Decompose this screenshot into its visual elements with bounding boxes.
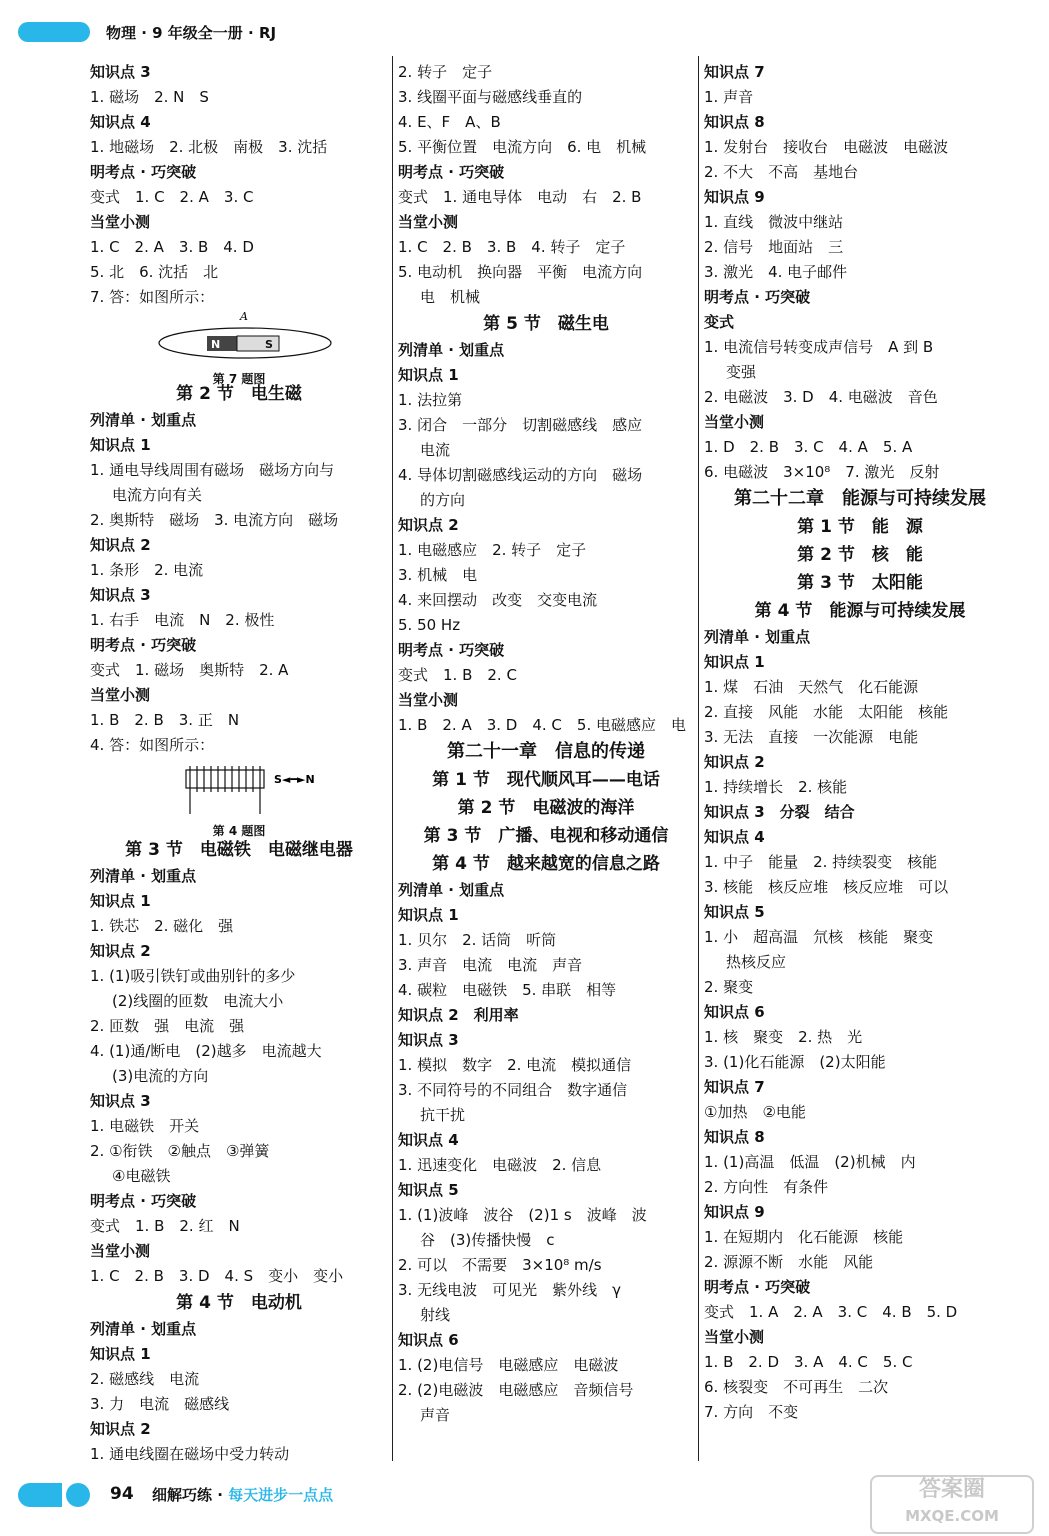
section-title: 第 3 节 电磁铁 电磁继电器 xyxy=(125,840,353,860)
answer-line: 2. 磁感线 电流 xyxy=(90,1370,200,1388)
heading-kaodian: 明考点 · 巧突破 xyxy=(398,641,505,659)
heading-test: 当堂小测 xyxy=(704,1328,765,1346)
page-number: 94 xyxy=(110,1484,134,1504)
heading-kp: 知识点 2 xyxy=(398,516,459,534)
heading-kaodian: 明考点 · 巧突破 xyxy=(704,1278,811,1296)
chapter-title: 第二十一章 信息的传递 xyxy=(447,741,645,762)
answer-line: 1. 直线 微波中继站 xyxy=(704,213,844,231)
header-title: 物理 · 9 年级全一册 · RJ xyxy=(106,24,277,42)
answer-line: 6. 核裂变 不可再生 二次 xyxy=(704,1378,889,1396)
label-n: N xyxy=(211,338,221,351)
heading-list: 列清单 · 划重点 xyxy=(90,1320,197,1338)
answer-line: 7. 方向 不变 xyxy=(704,1403,799,1421)
heading-test: 当堂小测 xyxy=(90,1242,151,1260)
heading-kp: 知识点 4 xyxy=(704,828,765,846)
answer-line: 1. 右手 电流 N 2. 极性 xyxy=(90,611,275,629)
heading-kaodian: 明考点 · 巧突破 xyxy=(90,636,197,654)
answer-line: 3. 无线电波 可见光 紫外线 γ xyxy=(398,1281,621,1299)
answer-line: 2. 源源不断 水能 风能 xyxy=(704,1253,874,1271)
answer-line: 1. C 2. A 3. B 4. D xyxy=(90,238,254,256)
heading-kp: 知识点 1 xyxy=(90,436,151,454)
heading-kp: 知识点 6 xyxy=(398,1331,459,1349)
heading-kp: 知识点 4 xyxy=(398,1131,459,1149)
heading-kp: 知识点 2 xyxy=(90,536,151,554)
section-title: 第 2 节 核 能 xyxy=(797,545,923,565)
answer-line: 2. 匝数 强 电流 强 xyxy=(90,1017,245,1035)
label-s: S xyxy=(265,338,273,351)
answer-line: 2. 方向性 有条件 xyxy=(704,1178,829,1196)
answer-line: 变式 1. A 2. A 3. C 4. B 5. D xyxy=(704,1303,958,1321)
heading-kp: 知识点 7 xyxy=(704,63,765,81)
answer-line: 3. 声音 电流 电流 声音 xyxy=(398,956,583,974)
section-title: 第 1 节 现代顺风耳——电话 xyxy=(432,770,660,790)
answer-line: 2. 电磁波 3. D 4. 电磁波 音色 xyxy=(704,388,938,406)
section-title: 第 3 节 太阳能 xyxy=(797,573,923,593)
answer-line: 3. 机械 电 xyxy=(398,566,478,584)
answer-line: 1. 小 超高温 氘核 核能 聚变 xyxy=(704,928,934,946)
heading-list: 列清单 · 划重点 xyxy=(90,411,197,429)
chapter-title: 第二十二章 能源与可持续发展 xyxy=(734,488,986,509)
heading-kp: 知识点 3 xyxy=(398,1031,459,1049)
section-title: 第 4 节 能源与可持续发展 xyxy=(754,601,966,621)
brand-name: 细解巧练 · xyxy=(152,1486,229,1504)
heading-kp: 知识点 1 xyxy=(90,1345,151,1363)
answer-line: 1. 铁芯 2. 磁化 强 xyxy=(90,917,234,935)
answer-line: 3. 力 电流 磁感线 xyxy=(90,1395,230,1413)
heading-kaodian: 明考点 · 巧突破 xyxy=(90,163,197,181)
answer-line: 5. 北 6. 沈括 北 xyxy=(90,263,219,281)
heading-list: 列清单 · 划重点 xyxy=(90,867,197,885)
answer-line: 变式 1. 通电导体 电动 右 2. B xyxy=(398,188,642,206)
answer-line: 变式 1. 磁场 奥斯特 2. A xyxy=(90,661,289,679)
answer-line: 3. 核能 核反应堆 核反应堆 可以 xyxy=(704,878,949,896)
section-title: 第 2 节 电磁波的海洋 xyxy=(457,798,635,818)
answer-line: 2. (2)电磁波 电磁感应 音频信号 xyxy=(398,1381,634,1399)
answer-line: (3)电流的方向 xyxy=(112,1067,209,1085)
answer-line: 1. B 2. B 3. 正 N xyxy=(90,711,240,729)
answer-line: 2. ①衔铁 ②触点 ③弹簧 xyxy=(90,1142,270,1160)
answer-line: 2. 聚变 xyxy=(704,978,754,996)
answer-line: 1. 通电线圈在磁场中受力转动 xyxy=(90,1445,290,1463)
heading-test: 当堂小测 xyxy=(90,213,151,231)
heading-kp: 知识点 9 xyxy=(704,1203,765,1221)
figure-caption: 第 7 题图 xyxy=(212,372,266,386)
answer-line: 1. (2)电信号 电磁感应 电磁波 xyxy=(398,1356,619,1374)
answer-line: 变式 1. B 2. C xyxy=(398,666,517,684)
answer-line: 1. C 2. B 3. B 4. 转子 定子 xyxy=(398,238,626,256)
answer-line: 1. 条形 2. 电流 xyxy=(90,561,204,579)
heading-test: 当堂小测 xyxy=(90,686,151,704)
answer-line: 变强 xyxy=(726,363,757,381)
solenoid-coil xyxy=(190,766,260,814)
section-title: 第 2 节 电生磁 xyxy=(176,384,302,404)
answer-line: 变式 1. B 2. 红 N xyxy=(90,1217,240,1235)
answer-line: 1. 贝尔 2. 话筒 听筒 xyxy=(398,931,557,949)
heading-kaodian: 明考点 · 巧突破 xyxy=(90,1192,197,1210)
answer-line: 3. 线圈平面与磁感线垂直的 xyxy=(398,88,583,106)
answer-line: ①加热 ②电能 xyxy=(704,1103,806,1121)
heading-kp: 知识点 1 xyxy=(398,906,459,924)
answer-line: 1. 电磁感应 2. 转子 定子 xyxy=(398,541,587,559)
heading-kp: 知识点 7 xyxy=(704,1078,765,1096)
answer-line: 1. B 2. D 3. A 4. C 5. C xyxy=(704,1353,913,1371)
answer-line: 6. 电磁波 3×10⁸ 7. 激光 反射 xyxy=(704,463,940,481)
heading-variant: 变式 xyxy=(704,313,735,331)
magnet-diagram xyxy=(90,310,388,366)
heading-list: 列清单 · 划重点 xyxy=(704,628,811,646)
answer-line: 4. 答：如图所示： xyxy=(90,736,215,754)
heading-kp: 知识点 2 xyxy=(90,1420,151,1438)
footer-brand xyxy=(152,1484,333,1505)
answer-line: 2. 不大 不高 基地台 xyxy=(704,163,859,181)
column-divider xyxy=(392,56,393,1461)
answer-line: 7. 答：如图所示： xyxy=(90,288,215,306)
heading-test: 当堂小测 xyxy=(704,413,765,431)
section-title: 第 1 节 能 源 xyxy=(797,517,923,537)
section-title: 第 5 节 磁生电 xyxy=(483,314,609,334)
answer-line: 3. 无法 直接 一次能源 电能 xyxy=(704,728,919,746)
section-title: 第 4 节 电动机 xyxy=(176,1293,302,1313)
heading-list: 列清单 · 划重点 xyxy=(398,341,505,359)
heading-kp: 知识点 2 xyxy=(704,753,765,771)
label-a: A xyxy=(240,310,248,323)
answer-line: 1. (1)高温 低温 (2)机械 内 xyxy=(704,1153,916,1171)
heading-kp: 知识点 6 xyxy=(704,1003,765,1021)
figure-caption: 第 4 题图 xyxy=(212,824,266,838)
answer-line: 2. 直接 风能 水能 太阳能 核能 xyxy=(704,703,949,721)
brand-slogan: 每天进步一点点 xyxy=(228,1486,334,1504)
column-2 xyxy=(398,60,694,1428)
answer-line: 1. 法拉第 xyxy=(398,391,463,409)
answer-line: 1. 通电导线周围有磁场 磁场方向与 xyxy=(90,461,335,479)
answer-line: 1. 声音 xyxy=(704,88,754,106)
watermark-logo xyxy=(870,1475,1034,1534)
answer-line: 谷 (3)传播快慢 c xyxy=(420,1231,555,1249)
column-divider xyxy=(698,56,699,1461)
answer-line: 1. 发射台 接收台 电磁波 电磁波 xyxy=(704,138,949,156)
heading-kp: 知识点 3 xyxy=(90,586,151,604)
answer-line: 热核反应 xyxy=(726,953,787,971)
heading-list: 列清单 · 划重点 xyxy=(398,881,505,899)
heading-kp: 知识点 9 xyxy=(704,188,765,206)
answer-line: 3. 不同符号的不同组合 数字通信 xyxy=(398,1081,628,1099)
heading-kp: 知识点 3 xyxy=(90,63,151,81)
heading-kp: 知识点 5 xyxy=(398,1181,459,1199)
answer-line: 1. C 2. B 3. D 4. S 变小 变小 xyxy=(90,1267,344,1285)
answer-line: 1. 地磁场 2. 北极 南极 3. 沈括 xyxy=(90,138,328,156)
answer-line: 2. 转子 定子 xyxy=(398,63,493,81)
answer-line: (2)线圈的匝数 电流大小 xyxy=(112,992,284,1010)
answer-line: 3. 激光 4. 电子邮件 xyxy=(704,263,848,281)
footer-color-bar xyxy=(18,1483,62,1507)
answer-line: 电流 xyxy=(420,441,451,459)
answer-line: 2. 可以 不需要 3×10⁸ m/s xyxy=(398,1256,602,1274)
answer-line: 5. 电动机 换向器 平衡 电流方向 xyxy=(398,263,643,281)
answer-line: 2. 奥斯特 磁场 3. 电流方向 磁场 xyxy=(90,511,339,529)
answer-line: 1. B 2. A 3. D 4. C 5. 电磁感应 电 xyxy=(398,716,686,734)
watermark-line-1: 答案圈 xyxy=(918,1477,985,1502)
heading-kp: 知识点 1 xyxy=(704,653,765,671)
heading-test: 当堂小测 xyxy=(398,213,459,231)
answer-line: 电流方向有关 xyxy=(112,486,203,504)
watermark-line-2: MXQE.COM xyxy=(905,1507,999,1525)
column-1 xyxy=(90,60,388,1467)
answer-line: 4. E、F A、B xyxy=(398,113,501,131)
answer-line: 1. 电磁铁 开关 xyxy=(90,1117,200,1135)
answer-line: 4. 碳粒 电磁铁 5. 串联 相等 xyxy=(398,981,617,999)
heading-kp: 知识点 2 利用率 xyxy=(398,1006,519,1024)
answer-line: 射线 xyxy=(420,1306,451,1324)
heading-kaodian: 明考点 · 巧突破 xyxy=(704,288,811,306)
answer-line: 1. 模拟 数字 2. 电流 模拟通信 xyxy=(398,1056,632,1074)
answer-line: 3. (1)化石能源 (2)太阳能 xyxy=(704,1053,886,1071)
answer-line: 抗干扰 xyxy=(420,1106,466,1124)
answer-line: 1. 电流信号转变成声信号 A 到 B xyxy=(704,338,934,356)
solenoid-diagram xyxy=(90,758,388,818)
answer-line: 电 机械 xyxy=(420,288,481,306)
answer-line: 1. 煤 石油 天然气 化石能源 xyxy=(704,678,919,696)
heading-kaodian: 明考点 · 巧突破 xyxy=(398,163,505,181)
answer-line: 变式 1. C 2. A 3. C xyxy=(90,188,254,206)
heading-kp: 知识点 8 xyxy=(704,1128,765,1146)
answer-line: ④电磁铁 xyxy=(112,1167,171,1185)
answer-line: 1. D 2. B 3. C 4. A 5. A xyxy=(704,438,913,456)
figure-4 xyxy=(90,758,388,836)
answer-line: 1. 磁场 2. N S xyxy=(90,88,209,106)
answer-line: 的方向 xyxy=(420,491,466,509)
answer-line: 1. 中子 能量 2. 持续裂变 核能 xyxy=(704,853,938,871)
heading-kp: 知识点 5 xyxy=(704,903,765,921)
answer-line: 1. 持续增长 2. 核能 xyxy=(704,778,848,796)
answer-line: 声音 xyxy=(420,1406,451,1424)
section-title: 第 4 节 越来越宽的信息之路 xyxy=(432,854,660,874)
answer-line: 5. 50 Hz xyxy=(398,616,461,634)
heading-kp: 知识点 4 xyxy=(90,113,151,131)
answer-line: 1. 核 聚变 2. 热 光 xyxy=(704,1028,863,1046)
heading-kp: 知识点 1 xyxy=(398,366,459,384)
heading-kp: 知识点 8 xyxy=(704,113,765,131)
answer-line: 1. 迅速变化 电磁波 2. 信息 xyxy=(398,1156,602,1174)
figure-7 xyxy=(90,310,388,386)
heading-kp: 知识点 3 分裂 结合 xyxy=(704,803,855,821)
heading-kp: 知识点 2 xyxy=(90,942,151,960)
answer-line: 4. 来回摆动 改变 交变电流 xyxy=(398,591,598,609)
section-title: 第 3 节 广播、电视和移动通信 xyxy=(423,826,669,846)
answer-line: 1. (1)吸引铁钉或曲别针的多少 xyxy=(90,967,296,985)
answer-line: 1. 在短期内 化石能源 核能 xyxy=(704,1228,904,1246)
header-color-bar xyxy=(18,22,90,42)
compass-needle: S◄━►N xyxy=(274,773,315,786)
answer-line: 4. 导体切割磁感线运动的方向 磁场 xyxy=(398,466,643,484)
answer-line: 4. (1)通/断电 (2)越多 电流越大 xyxy=(90,1042,322,1060)
answer-line: 1. (1)波峰 波谷 (2)1 s 波峰 波 xyxy=(398,1206,647,1224)
answer-line: 3. 闭合 一部分 切割磁感线 感应 xyxy=(398,416,643,434)
answer-line: 5. 平衡位置 电流方向 6. 电 机械 xyxy=(398,138,647,156)
heading-test: 当堂小测 xyxy=(398,691,459,709)
answer-line: 2. 信号 地面站 三 xyxy=(704,238,844,256)
footer-dot xyxy=(66,1483,90,1507)
heading-kp: 知识点 3 xyxy=(90,1092,151,1110)
heading-kp: 知识点 1 xyxy=(90,892,151,910)
column-3 xyxy=(704,60,1016,1425)
